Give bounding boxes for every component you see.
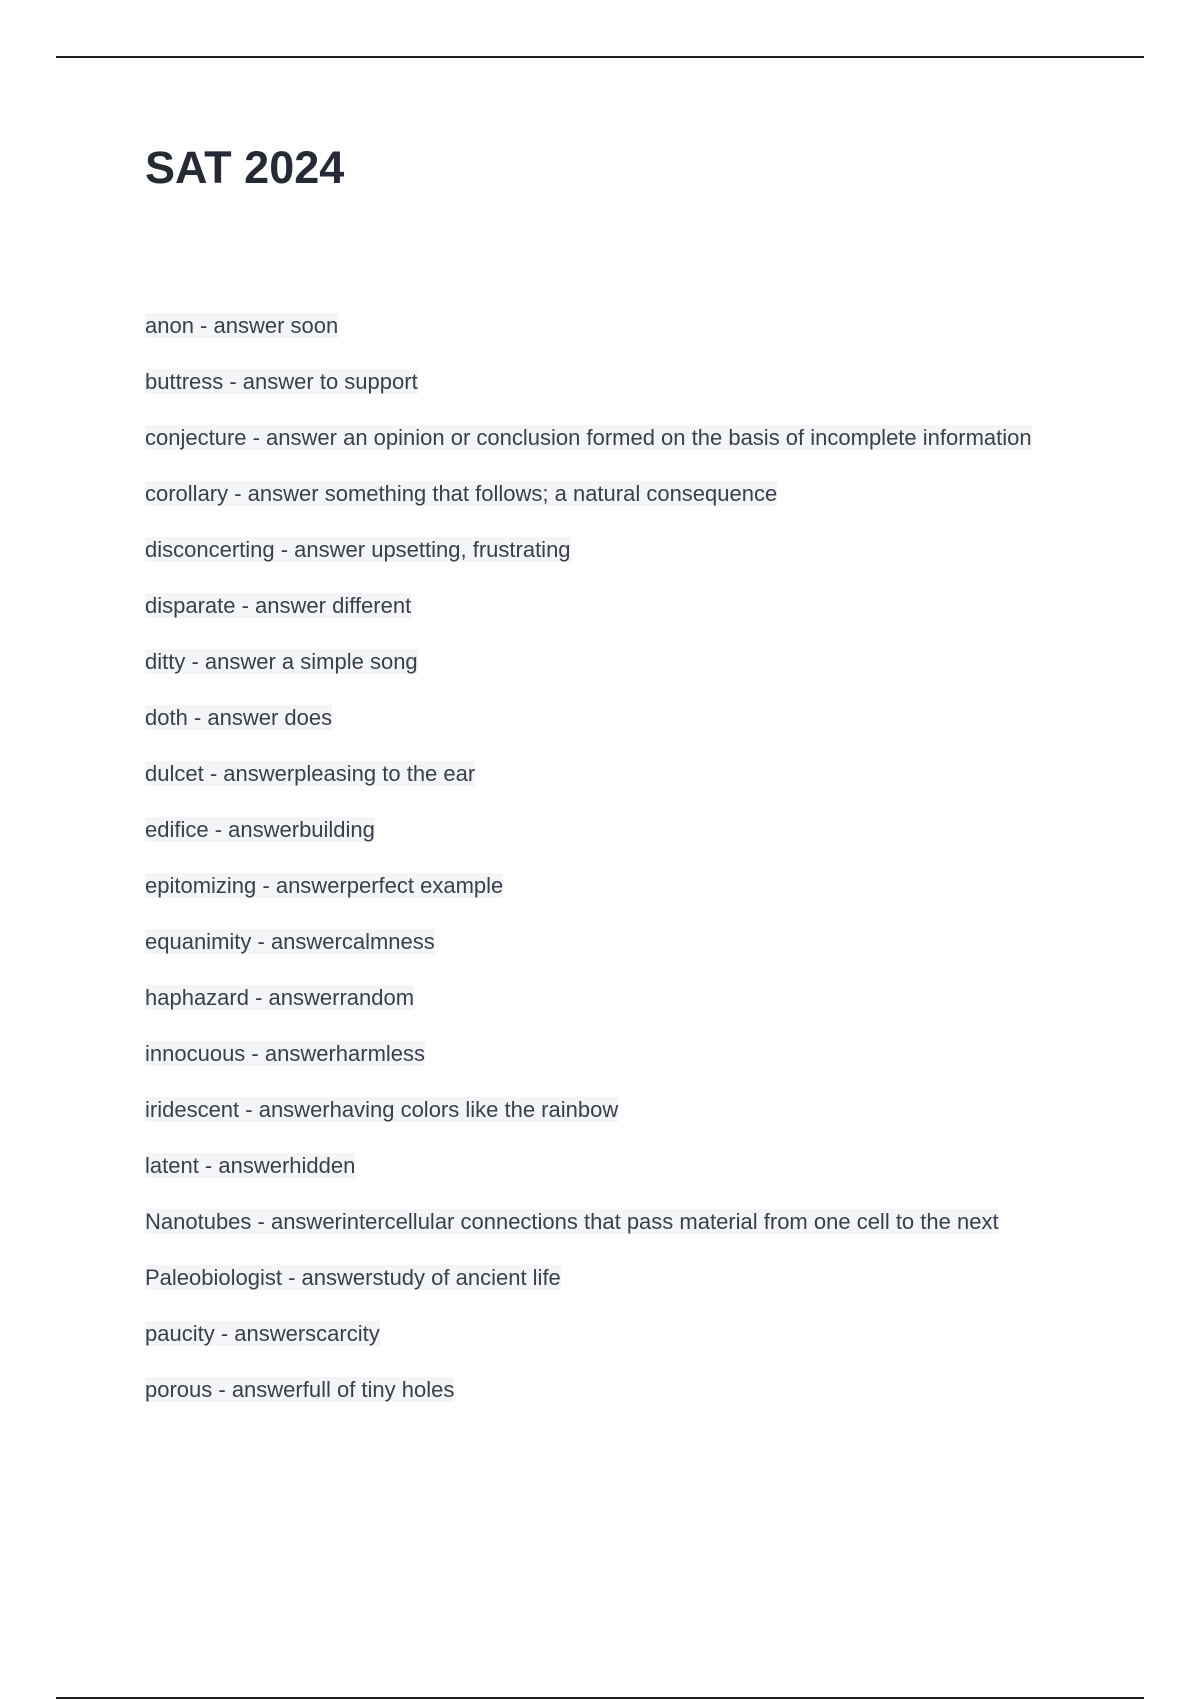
list-item — [145, 592, 1085, 620]
entry-text: paucity - answerscarcity — [145, 1321, 380, 1346]
entry-text: porous - answerfull of tiny holes — [145, 1377, 455, 1402]
entry-text: Nanotubes - answerintercellular connections that pass material from one cell to the next — [145, 1209, 999, 1234]
entry-text: latent - answerhidden — [145, 1153, 356, 1178]
list-item — [145, 1320, 1085, 1348]
entry-text: innocuous - answerharmless — [145, 1041, 426, 1066]
entry-text: dulcet - answerpleasing to the ear — [145, 761, 476, 786]
list-item — [145, 928, 1085, 956]
entry-text: disparate - answer different — [145, 593, 412, 618]
list-item — [145, 648, 1085, 676]
entry-text: anon - answer soon — [145, 313, 339, 338]
list-item — [145, 424, 1085, 452]
entry-text: haphazard - answerrandom — [145, 985, 415, 1010]
vocabulary-list — [145, 312, 1085, 1432]
entry-text: Paleobiologist - answerstudy of ancient life — [145, 1265, 561, 1290]
list-item — [145, 480, 1085, 508]
list-item — [145, 984, 1085, 1012]
list-item — [145, 1264, 1085, 1292]
list-item — [145, 368, 1085, 396]
list-item — [145, 760, 1085, 788]
bottom-divider — [56, 1697, 1144, 1699]
list-item — [145, 1376, 1085, 1404]
entry-text: iridescent - answerhaving colors like the rainbow — [145, 1097, 619, 1122]
list-item — [145, 1096, 1085, 1124]
entry-text: epitomizing - answerperfect example — [145, 873, 504, 898]
list-item — [145, 312, 1085, 340]
list-item — [145, 872, 1085, 900]
list-item — [145, 1040, 1085, 1068]
entry-text: corollary - answer something that follows; a natural consequence — [145, 481, 778, 506]
list-item — [145, 536, 1085, 564]
entry-text: conjecture - answer an opinion or conclusion formed on the basis of incomplete information — [145, 425, 1032, 450]
list-item — [145, 1152, 1085, 1180]
entry-text: doth - answer does — [145, 705, 333, 730]
entry-text: ditty - answer a simple song — [145, 649, 418, 674]
entry-text: edifice - answerbuilding — [145, 817, 375, 842]
list-item — [145, 1208, 1085, 1236]
entry-text: disconcerting - answer upsetting, frustrating — [145, 537, 571, 562]
page-title: SAT 2024 — [145, 142, 345, 193]
entry-text: equanimity - answercalmness — [145, 929, 435, 954]
top-divider — [56, 56, 1144, 58]
entry-text: buttress - answer to support — [145, 369, 418, 394]
list-item — [145, 816, 1085, 844]
list-item — [145, 704, 1085, 732]
